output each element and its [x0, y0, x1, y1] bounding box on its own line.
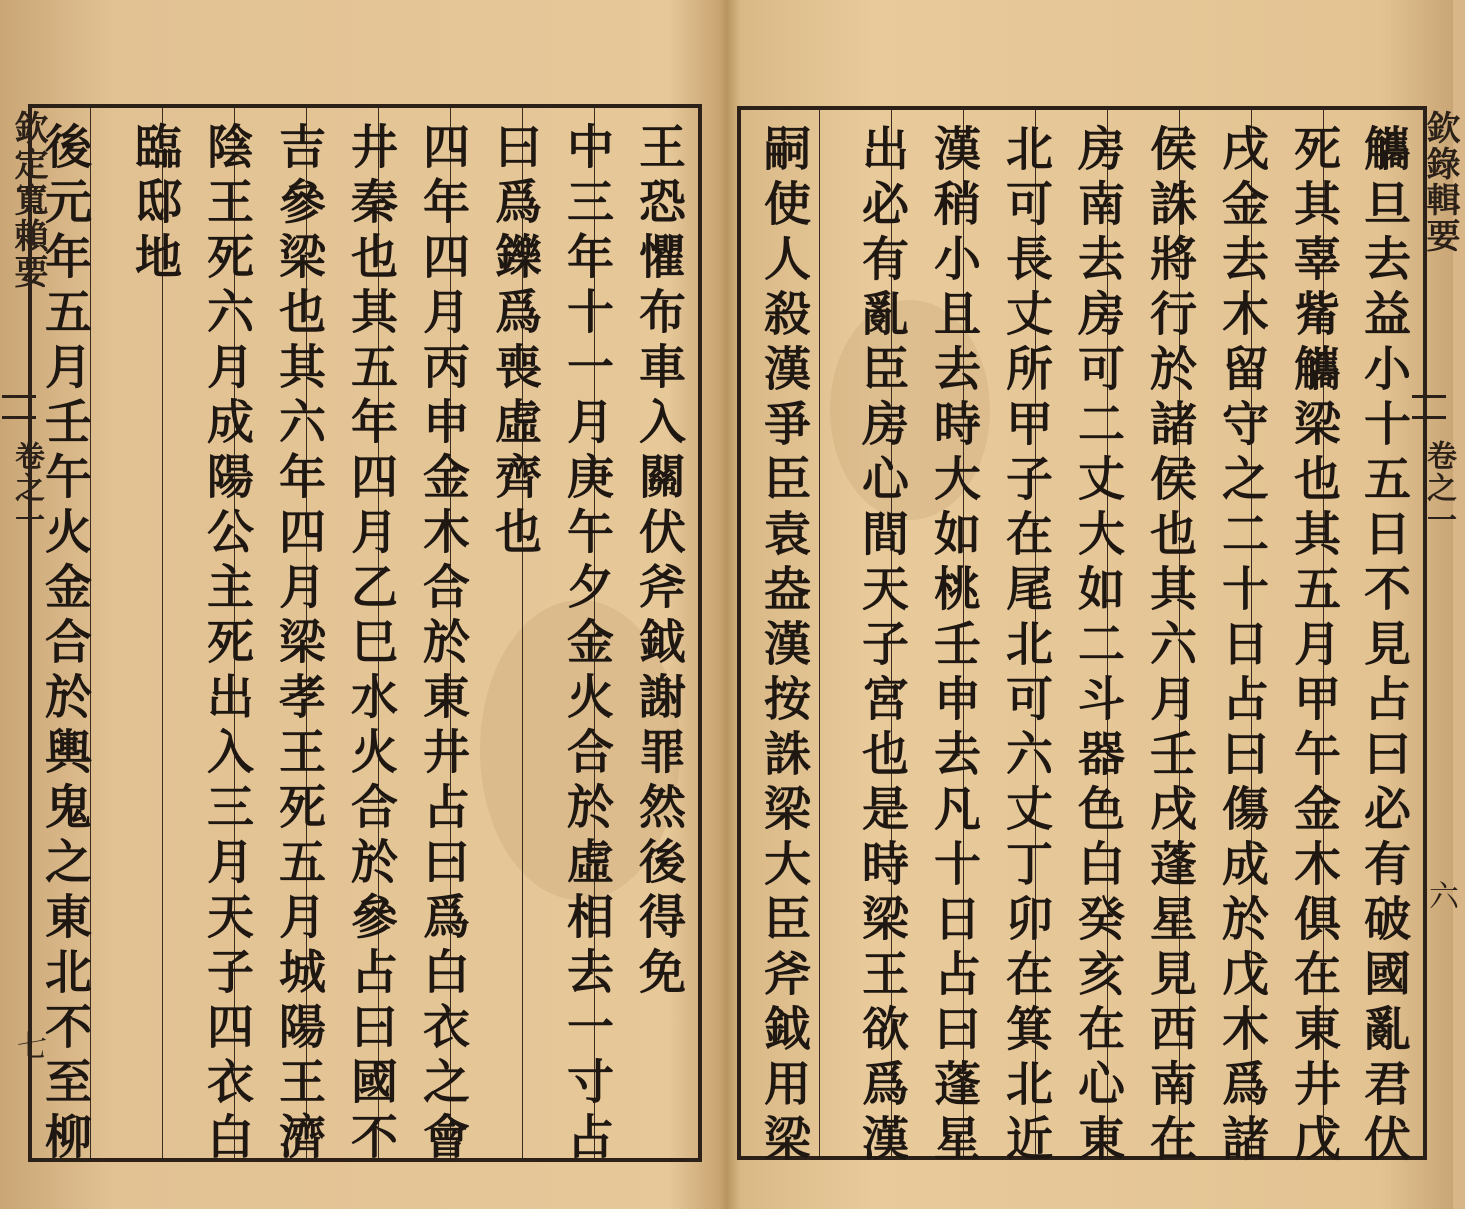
text-column: 臨邸地 — [127, 122, 182, 287]
text-column: 戌金去木留守之二十日占曰傷成於戊木爲諸 — [1214, 124, 1269, 1169]
text-column: 後元年五月壬午火金合於輿鬼之東北不至柳 — [37, 122, 92, 1167]
text-column: 嗣使人殺漢爭臣袁盎漢按誅梁大臣斧鉞用梁 — [756, 124, 811, 1169]
text-column: 吉參梁也其六年四月梁孝王死五月城陽王濟 — [271, 122, 326, 1167]
text-column: 陰王死六月成陽公主死出入三月天子四衣白 — [199, 122, 254, 1167]
text-column: 房南去房可二丈大如二斗器色白癸亥在心東 — [1070, 124, 1125, 1169]
text-column: 四年四月丙申金木合於東井占曰爲白衣之會 — [415, 122, 470, 1167]
left-margin-title: 欽定寬賴要 — [8, 110, 48, 290]
text-column: 出必有亂臣房心間天子宮也是時梁王欲爲漢 — [854, 124, 909, 1169]
text-frame — [737, 106, 1427, 1169]
left-section-label: 卷之一 — [9, 440, 44, 536]
right-page-number: 六 — [1423, 880, 1458, 910]
text-column: 觿旦去益小十五日不見占曰必有破國亂君伏 — [1356, 124, 1411, 1169]
right-section-label: 卷之一 — [1421, 440, 1456, 536]
text-column: 王恐懼布車入關伏斧鉞謝罪然後得免 — [631, 122, 686, 1002]
text-column: 曰爲鑠爲喪虛齊也 — [487, 122, 542, 562]
right-margin-title: 欽錄輯要 — [1420, 110, 1460, 254]
text-column: 漢稍小且去時大如桃壬申去凡十日占曰蓬星 — [926, 124, 981, 1169]
left-page-number: 七 — [11, 1030, 46, 1060]
left-page — [0, 0, 712, 1209]
text-frame — [28, 104, 702, 1167]
text-column: 死其辜觜觿梁也其五月甲午金木俱在東井戊 — [1286, 124, 1341, 1169]
right-page — [712, 0, 1460, 1209]
text-column: 侯誅將行於諸侯也其六月壬戌蓬星見西南在 — [1142, 124, 1197, 1169]
text-column: 井秦也其五年四月乙巳水火合於參占曰國不 — [343, 122, 398, 1167]
text-column: 中三年十一月庚午夕金火合於虛相去一寸占 — [559, 122, 614, 1167]
text-column: 北可長丈所甲子在尾北可六丈丁卯在箕北近 — [998, 124, 1053, 1169]
